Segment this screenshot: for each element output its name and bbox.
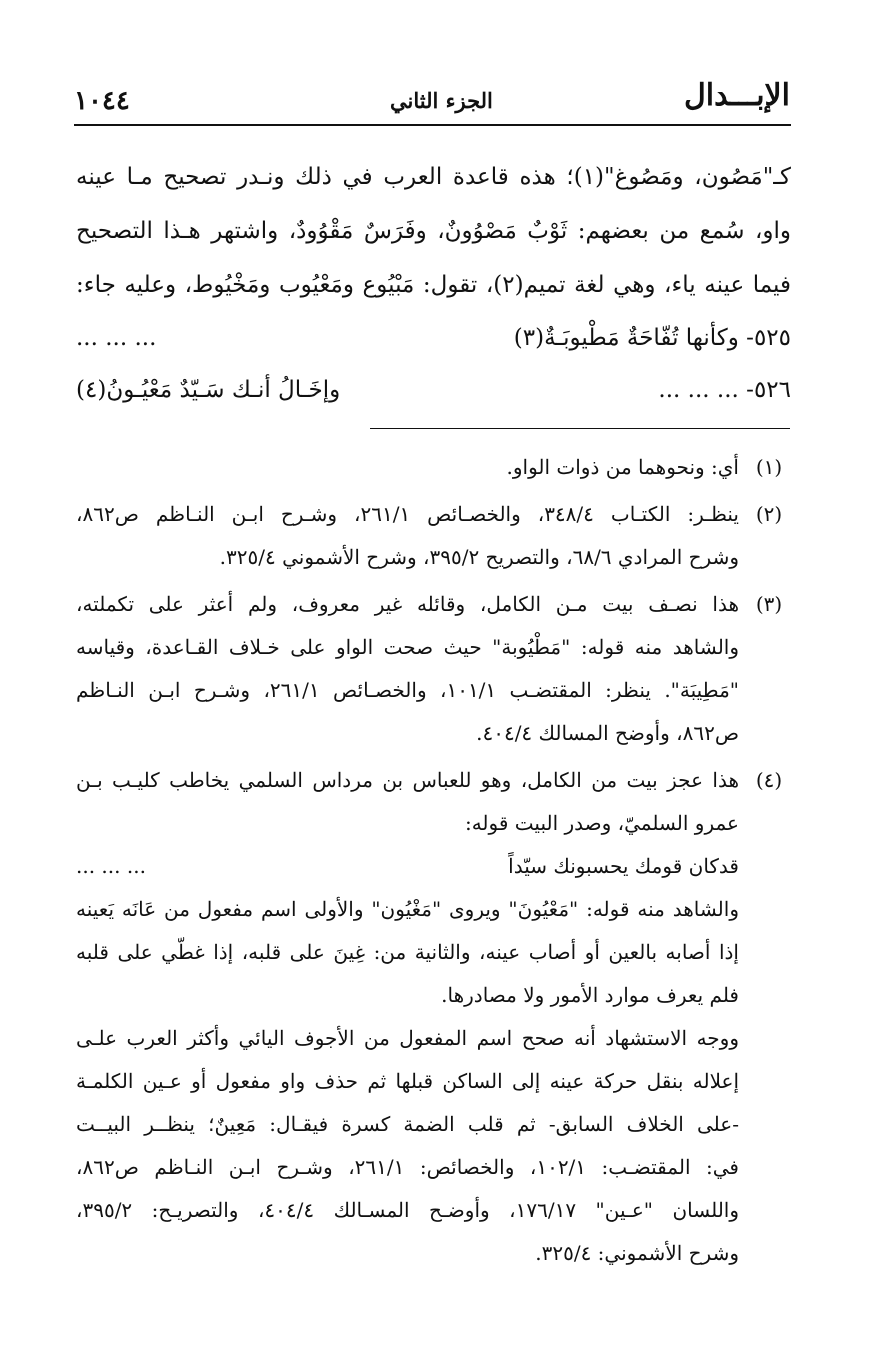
footnote-line: أي: ونحوهما من ذوات الواو. [506,455,739,479]
footnote-line: -على الخلاف السابق- ثم قلب الضمة كسرة فيقـال: مَعِينٌ؛ ينظــر البيــت [76,1112,739,1136]
main-text [76,150,791,416]
footnote-number: (٣) [755,592,783,616]
footnote-line: فلم يعرف موارد الأمور ولا مصادرها. [441,983,739,1007]
verse-first-hemistich: ٥٢٦- ... ... ... [658,377,791,403]
footnote-number: (١) [755,455,783,479]
footnote-line: هذا عجز بيت من الكامل، وهو للعباس بن مرداس السلمي يخاطب كليـب بـن [76,768,739,792]
body-line: واو، سُمع من بعضهم: ثَوْبٌ مَصْوُونٌ، وفَرَسٌ مَقْوُودٌ، واشتهر هـذا التصحيح [76,218,791,244]
footnote-line: ص٨٦٢، وأوضح المسالك ٤٠٤/٤. [476,721,739,745]
body-line: فيما عينه ياء، وهي لغة تميم(٢)، تقول: مَبْيُوع ومَعْيُوب ومَخْيُوط، وعليه جاء: [76,272,791,298]
footnote-4 [76,759,791,1275]
footnotes [76,446,791,1279]
section-title: الإبـــدال [683,78,790,113]
footnote-verse [76,845,739,888]
footnote-line: إذا أصابه بالعين أو أصاب عينه، والثانية من: غِينَ على قلبه، إذا غطّي على قلبه [76,940,739,964]
footnote-number: (٢) [755,502,783,526]
footnote-line: عمرو السلميّ، وصدر البيت قوله: [464,811,739,835]
footnote-3 [76,583,791,755]
footnote-line: هذا نصـف بيت مـن الكامل، وقائله غير معروف، ولم أعثر على تكملته، [76,592,739,616]
footnote-line: وشرح الأشموني: ٣٢٥/٤. [535,1241,739,1265]
footnote-line: في: المقتضـب: ١٠٢/١، والخصائص: ٢٦١/١، وشـرح ابـن النـاظم ص٨٦٢، [76,1155,739,1179]
header-rule [74,124,791,126]
footnote-line: ينظـر: الكتـاب ٣٤٨/٤، والخصـائص ٢٦١/١، وشـرح ابـن النـاظم ص٨٦٢، [76,502,739,526]
footnote-number: (٤) [755,768,783,792]
footnote-line: والشاهد منه قوله: "مَعْيُونَ" ويروى "مَغْيُون" والأولى اسم مفعول من عَانَه يَعينه [76,897,739,921]
body-line: كـ"مَصُون، ومَصُوغ"(١)؛ هذه قاعدة العرب في ذلك ونـدر تصحيح مـا عينه [76,164,791,190]
footnote-line: والشاهد منه قوله: "مَطْيُوبة" حيث صحت الواو على خـلاف القـاعدة، وقياسه [76,635,739,659]
footnote-rule [370,428,790,429]
verse-second-hemistich: وإخَـالُ أنـك سَـيّدٌ مَعْيُـونُ(٤) [76,377,341,403]
footnote-2 [76,493,791,579]
verse-second-hemistich: ... ... ... [76,325,157,351]
footnote-line: ووجه الاستشهاد أنه صحح اسم المفعول من الأجوف اليائي وأكثر العرب علـى [76,1026,739,1050]
verse-first-hemistich: ٥٢٥- وكأنها تُفّاحَةٌ مَطْيوبَـةٌ(٣) [513,325,791,351]
verse-second-hemistich: ... ... ... [76,854,146,878]
verse-526 [76,364,791,416]
part-label: الجزء الثاني [390,88,493,113]
footnote-line: إعلاله بنقل حركة عينه إلى الساكن قبلها ثم حذف واو مفعول أو عـين الكلمـة [76,1069,739,1093]
page-number: ١٠٤٤ [74,86,130,116]
verse-525 [76,312,791,364]
footnote-1 [76,446,791,489]
footnote-line: وشرح المرادي ٦٨/٦، والتصريح ٣٩٥/٢، وشرح الأشموني ٣٢٥/٤. [219,545,739,569]
footnote-line: "مَطِيبَة". ينظر: المقتضـب ١٠١/١، والخصـائص ٢٦١/١، وشـرح ابـن النـاظم [76,678,739,702]
verse-first-hemistich: قدكان قومك يحسبونك سيّداً [508,854,739,878]
footnote-line: واللسان "عـين" ١٧٦/١٧، وأوضـح المسـالك ٤٠٤/٤، والتصريـح: ٣٩٥/٢، [76,1198,739,1222]
